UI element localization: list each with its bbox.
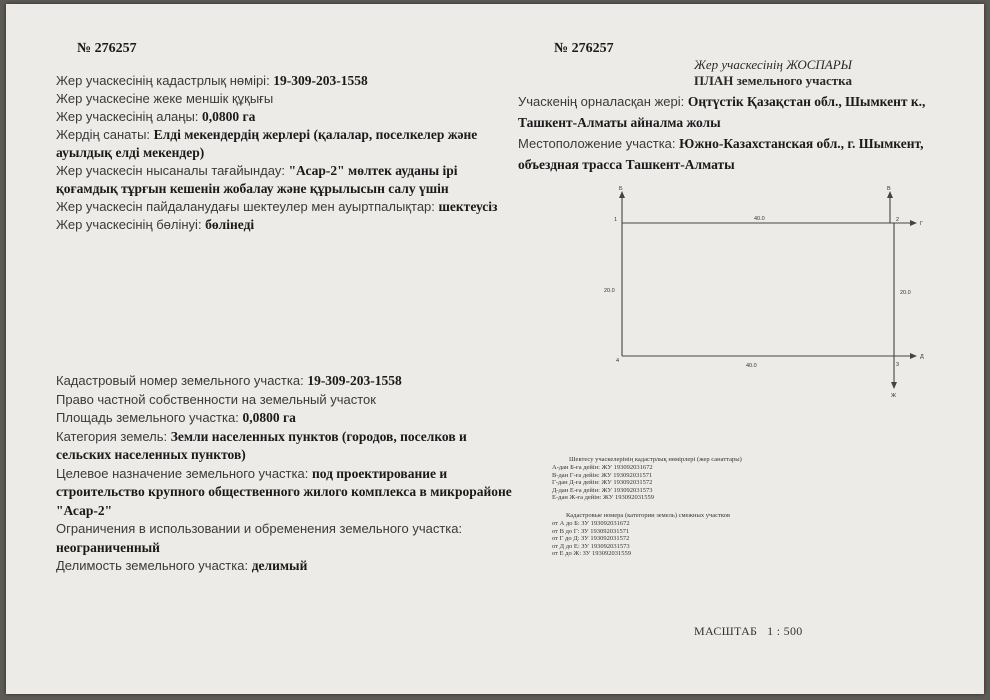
arrow-label-d: Д [920, 354, 924, 360]
adjacent-plot-row: А-дан Б-ға дейін: ЖУ 193092031672 [552, 464, 653, 471]
adjacent-plot-row: от Д до Е: ЗУ 193092031573 [552, 542, 630, 550]
location-row [518, 134, 924, 153]
kz-field-label: Жер учаскесіне жеке меншік құқығы [56, 91, 274, 106]
location-label: Местоположение участка: [518, 136, 680, 151]
kz-field-row [56, 144, 204, 162]
adjacent-plot-row: от Г до Д: ЗУ 193092031572 [552, 535, 630, 543]
location-value: Ташкент-Алматы айналма жолы [518, 115, 721, 130]
adjacent-plot-row: от А до Б: ЗУ 193092031672 [552, 520, 630, 527]
arrow-zh-icon [891, 382, 897, 389]
arrow-label-v: В [887, 186, 891, 192]
arrow-v-icon [887, 191, 893, 198]
kz-field-label: Жер учаскесінің алаңы: [56, 109, 203, 124]
corner-2: 2 [896, 217, 900, 223]
location-row [518, 113, 721, 132]
adjacent-plot-row: Д-дан Е-ға дейін: ЖУ 193092031573 [552, 486, 653, 494]
kz-field-row [56, 162, 458, 180]
ru-field-label: Площадь земельного участка: [56, 410, 243, 425]
arrow-d-icon [910, 353, 917, 359]
ru-field-row [56, 391, 376, 409]
arrow-label-g: Г [920, 221, 923, 227]
kz-field-value: "Асар-2" мөлтек ауданы ірі [288, 163, 458, 178]
ru-field-value: Земли населенных пунктов (городов, поселков и [170, 428, 467, 444]
kz-field-value: бөлінеді [205, 217, 255, 232]
kz-field-row [56, 180, 449, 198]
kz-field-row [56, 198, 497, 216]
kz-field-row [56, 216, 254, 234]
ru-field-row [56, 557, 307, 575]
arrow-b-icon [619, 191, 625, 198]
arrow-g-icon [910, 220, 917, 226]
ru-field-label: Категория земель: [56, 428, 171, 444]
ru-field-value: неограниченный [56, 539, 160, 555]
dim-left: 20.0 [604, 288, 615, 294]
kz-field-value: шектеусіз [438, 199, 498, 214]
adjacent-plot-row: Е-дан Ж-ға дейін: ЖУ 193092031559 [552, 494, 654, 502]
corner-3: 3 [896, 362, 900, 368]
certificate-number-left: № 276257 [77, 41, 137, 56]
ru-field-value: "Асар-2" [56, 502, 113, 518]
kz-field-value: ауылдық елді мекендер) [56, 145, 205, 160]
kz-field-label: Жер учаскесін нысаналы тағайындау: [56, 163, 289, 178]
kz-field-row [56, 126, 477, 144]
ru-field-row [56, 428, 467, 446]
ru-field-value: делимый [251, 558, 308, 573]
ru-field-row [56, 502, 112, 520]
adjacent-plot-row: от Е до Ж: ЗУ 193092031559 [552, 550, 631, 558]
arrow-label-zh: Ж [891, 393, 897, 399]
location-row [518, 92, 925, 111]
certificate-number-right: № 276257 [554, 41, 614, 56]
location-value: Южно-Казахстанская обл., г. Шымкент, [679, 136, 924, 151]
kz-field-value: қоғамдық тұрғын кешенін жобалау және құрылысын салу үшін [56, 181, 449, 196]
kz-field-label: Жер учаскесінің бөлінуі: [56, 217, 206, 232]
ru-field-value: 19-309-203-1558 [307, 373, 402, 388]
location-value: объездная трасса Ташкент-Алматы [518, 157, 735, 172]
ru-field-row [56, 409, 296, 427]
kz-field-row [56, 72, 368, 90]
ru-field-value: 0,0800 га [242, 410, 296, 425]
kz-field-value: 19-309-203-1558 [273, 73, 368, 88]
arrow-label-b: Б [619, 186, 623, 192]
ru-field-row [56, 465, 447, 483]
location-label: Учаскенің орналасқан жері: [518, 94, 688, 109]
ru-field-value: под проектирование и [311, 465, 448, 481]
kz-field-row [56, 108, 255, 126]
kz-field-label: Жер учаскесінің кадастрлық нөмірі: [56, 73, 274, 88]
corner-4: 4 [616, 358, 620, 364]
ru-field-label: Право частной собственности на земельный участок [56, 391, 376, 407]
ru-field-row [56, 483, 512, 501]
location-row [518, 155, 735, 174]
kz-field-value: Елді мекендердің жерлері (қалалар, поселкелер және [153, 127, 478, 142]
adjacent-plot-row: Г-дан Д-ға дейін: ЖУ 193092031572 [552, 479, 653, 487]
ru-field-label: Целевое назначение земельного участка: [56, 465, 312, 481]
ru-field-row [56, 446, 246, 464]
certificate-sheet [6, 4, 984, 694]
adjacent-kz-header: Шектесу учаскелерінің кадастрлық нөмірлері (жер санаттары) [569, 456, 742, 463]
ru-field-row [56, 520, 462, 538]
ru-field-row [56, 372, 402, 390]
ru-field-label: Ограничения в использовании и обременения земельного участка: [56, 521, 463, 536]
corner-1: 1 [614, 217, 618, 223]
scale-label: МАСШТАБ 1 : 500 [694, 624, 803, 638]
adjacent-plot-row: от В до Г: ЗУ 193092031571 [552, 527, 630, 535]
kz-field-row [56, 90, 273, 108]
kz-field-label: Жер учаскесін пайдаланудағы шектеулер мен ауыртпалықтар: [56, 199, 439, 214]
plan-title-ru: ПЛАН земельного участка [694, 73, 852, 88]
dim-right: 20.0 [900, 290, 911, 296]
plan-title-kz: Жер учаскесінің ЖОСПАРЫ [693, 57, 853, 72]
ru-field-label: Делимость земельного участка: [56, 558, 252, 573]
adjacent-plot-row: В-дан Г-ға дейін: ЖУ 193092031571 [552, 471, 653, 479]
dim-bottom: 40.0 [746, 363, 757, 369]
ru-field-label: Кадастровый номер земельного участка: [56, 373, 308, 388]
plot-plan-diagram [596, 184, 936, 404]
ru-field-row [56, 539, 160, 557]
kz-field-value: 0,0800 га [202, 109, 256, 124]
ru-field-value: сельских населенных пунктов) [56, 447, 246, 462]
location-value: Оңтүстік Қазақстан обл., Шымкент к., [687, 94, 926, 109]
dim-top: 40.0 [754, 216, 765, 222]
kz-field-label: Жердің санаты: [56, 127, 154, 142]
adjacent-ru-header: Кадастровые номера (категории земель) смежных участков [566, 512, 731, 519]
ru-field-value: строительство крупного общественного жилого комплекса в микрорайоне [56, 484, 512, 499]
